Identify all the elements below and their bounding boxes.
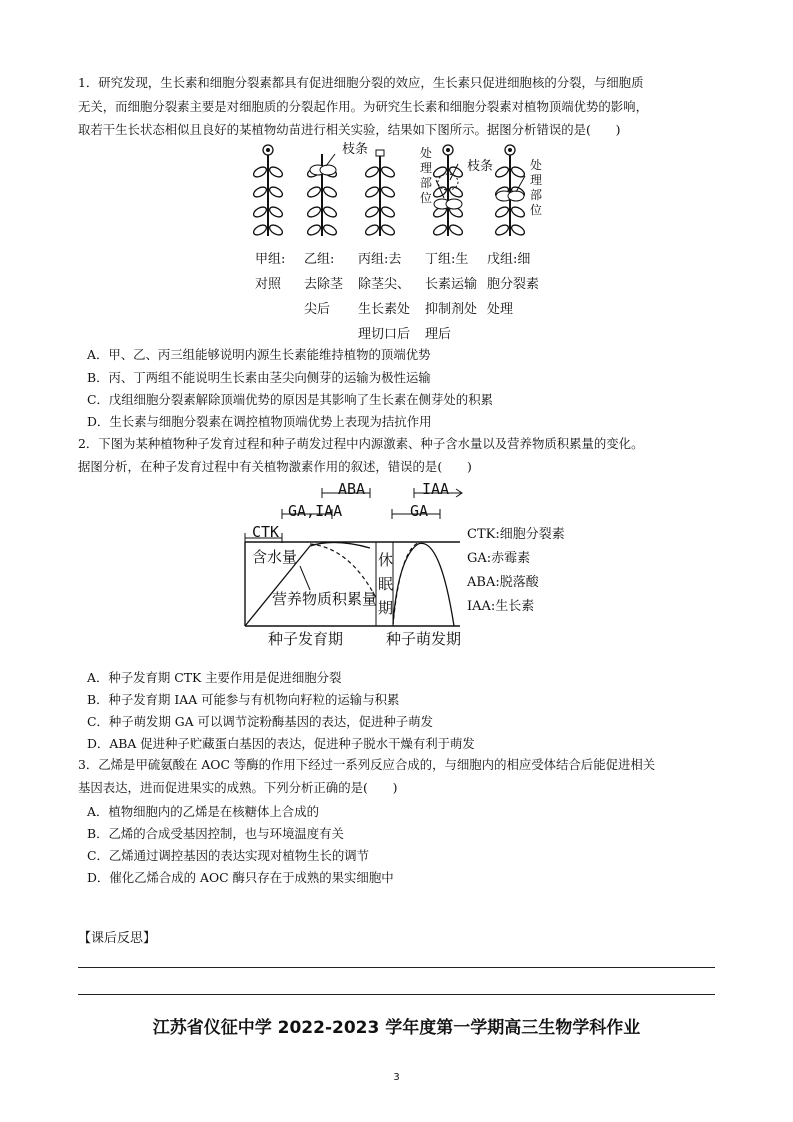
q1-option-c: C．戊组细胞分裂素解除顶端优势的原因是其影响了生长素在侧芽处的积累 xyxy=(87,392,493,407)
q3-line: 3．乙烯是甲硫氨酸在 AOC 等酶的作用下经过一系列反应合成的，与细胞内的相应受体结合后能促进相关 xyxy=(78,757,656,772)
label-water: 含水量 xyxy=(252,548,298,566)
q2-legend: CTK:细胞分裂素 GA:赤霉素 ABA:脱落酸 IAA:生长素 xyxy=(467,527,565,614)
caption-jia: 甲组: 对照 xyxy=(255,252,286,292)
q1-label-treat-2: 处 理 部 位 xyxy=(530,158,543,217)
caption-wu: 戊组:细 胞分裂素 处理 xyxy=(487,252,540,317)
reflection-heading: 【课后反思】 xyxy=(78,931,157,946)
label-ga: GA xyxy=(410,502,429,520)
plant-yi xyxy=(306,154,338,237)
q1-label-treat-1: 处 理 部 位 xyxy=(420,146,433,205)
q3-option-c: C．乙烯通过调控基因的表达实现对植物生长的调节 xyxy=(87,848,370,863)
caption-yi: 乙组: 去除茎 尖后 xyxy=(304,252,344,317)
label-nutrient: 营养物质积累量 xyxy=(272,590,378,608)
q2-option-d: D．ABA 促进种子贮藏蛋白基因的表达，促进种子脱水干燥有利于萌发 xyxy=(87,736,475,751)
q2-line: 2．下图为某种植物种子发育过程和种子萌发过程中内源激素、种子含水量以及营养物质积累量的变化。 xyxy=(78,436,644,451)
label-dev: 种子发育期 xyxy=(268,630,344,648)
footer-title: 江苏省仪征中学 2022-2023 学年度第一学期高三生物学科作业 xyxy=(152,1018,641,1038)
reflection-line xyxy=(78,967,715,968)
q3-line: 基因表达，进而促进果实的成熟。下列分析正确的是( ) xyxy=(78,780,398,795)
q3-option-a: A．植物细胞内的乙烯是在核糖体上合成的 xyxy=(87,804,319,819)
q1-line: 无关，而细胞分裂素主要是对细胞质的分裂起作用。为研究生长素和细胞分裂素对植物顶端优势的影响， xyxy=(78,99,648,114)
page-number: 3 xyxy=(393,1072,400,1083)
q1-line: 1．研究发现，生长素和细胞分裂素都具有促进细胞分裂的效应，生长素只促进细胞核的分裂，与细胞质 xyxy=(78,75,644,90)
plant-ding xyxy=(432,145,464,237)
q1-option-b: B．丙、丁两组不能说明生长素由茎尖向侧芽的运输为极性运输 xyxy=(87,370,431,385)
label-iaa: IAA xyxy=(422,480,450,498)
q1-line: 取若干生长状态相似且良好的某植物幼苗进行相关实验，结果如下图所示。据图分析错误的是( ) xyxy=(78,122,621,137)
footer-divider xyxy=(78,994,715,995)
label-ctk: CTK xyxy=(252,523,280,541)
label-germ: 种子萌发期 xyxy=(386,630,462,648)
q1-option-a: A．甲、乙、丙三组能够说明内源生长素能维持植物的顶端优势 xyxy=(87,347,431,362)
caption-bing: 丙组:去 除茎尖、 生长素处 理切口后 xyxy=(358,252,411,342)
q1-label-branch-2: 枝条 xyxy=(467,159,494,174)
q3-option-d: D．催化乙烯合成的 AOC 酶只存在于成熟的果实细胞中 xyxy=(87,870,394,885)
q1-label-branch: 枝条 xyxy=(342,142,369,157)
plant-wu xyxy=(494,145,526,237)
q2-option-b: B．种子发育期 IAA 可能参与有机物向籽粒的运输与积累 xyxy=(87,692,400,707)
plant-bing xyxy=(364,150,396,237)
q1-plant-figure xyxy=(240,140,560,244)
caption-ding: 丁组:生 长素运输 抑制剂处 理后 xyxy=(425,252,478,342)
q1-option-d: D．生长素与细胞分裂素在调控植物顶端优势上表现为拮抗作用 xyxy=(87,414,432,429)
q2-line: 据图分析，在种子发育过程中有关植物激素作用的叙述，错误的是( ) xyxy=(78,459,472,474)
q2-option-c: C．种子萌发期 GA 可以调节淀粉酶基因的表达，促进种子萌发 xyxy=(87,714,433,729)
label-dormancy: 休 眠 期 xyxy=(378,551,394,617)
label-ga-iaa: GA,IAA xyxy=(288,502,343,520)
label-aba: ABA xyxy=(338,480,366,498)
plant-jia xyxy=(252,145,284,237)
q3-option-b: B．乙烯的合成受基因控制，也与环境温度有关 xyxy=(87,826,344,841)
q2-option-a: A．种子发育期 CTK 主要作用是促进细胞分裂 xyxy=(87,670,342,685)
